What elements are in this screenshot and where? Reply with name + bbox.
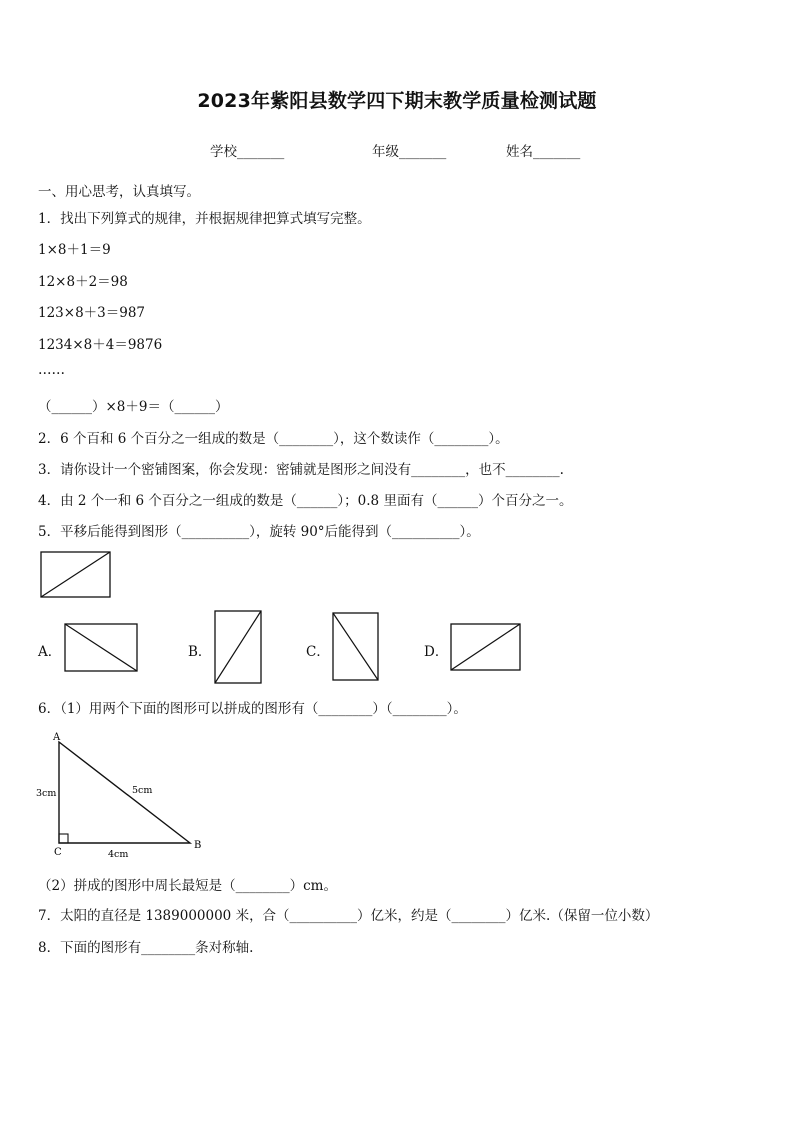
question-4: 4．由 2 个一和 6 个百分之一组成的数是（______）；0.8 里面有（______）个百分之一。 bbox=[38, 493, 573, 509]
side-ab-label: 5cm bbox=[132, 785, 153, 796]
question-5: 5．平移后能得到图形（__________），旋转 90°后能得到（__________）。 bbox=[38, 524, 480, 540]
question-8: 8．下面的图形有________条对称轴. bbox=[38, 940, 254, 956]
vertex-c-label: C bbox=[54, 847, 62, 858]
vertex-b-label: B bbox=[194, 840, 202, 851]
option-d-figure bbox=[450, 623, 522, 672]
question-7: 7．太阳的直径是 1389000000 米，合（__________）亿米，约是（________）亿米.（保留一位小数） bbox=[38, 908, 659, 924]
option-d-label: D． bbox=[424, 644, 449, 660]
right-triangle-figure bbox=[34, 728, 214, 864]
question-1: 1．找出下列算式的规律，并根据规律把算式填写完整。 bbox=[38, 211, 371, 227]
ellipsis: …… bbox=[38, 362, 65, 378]
option-b-label: B． bbox=[188, 644, 212, 660]
vertex-a-label: A bbox=[53, 732, 61, 743]
equation-line: 123×8＋3＝987 bbox=[38, 305, 146, 321]
reference-rectangle-figure bbox=[40, 551, 112, 599]
question-2: 2．6 个百和 6 个百分之一组成的数是（________），这个数读作（________）。 bbox=[38, 431, 509, 447]
equation-line: 12×8＋2＝98 bbox=[38, 274, 128, 290]
school-field: 学校_______ bbox=[210, 144, 285, 160]
question-1-blank: （______）×8＋9＝（______） bbox=[38, 399, 229, 415]
question-3: 3．请你设计一个密铺图案，你会发现：密铺就是图形之间没有________，也不________. bbox=[38, 462, 564, 478]
question-6-part-1: 6．（1）用两个下面的图形可以拼成的图形有（________）（________）。 bbox=[38, 701, 467, 717]
side-cb-label: 4cm bbox=[108, 849, 129, 860]
equation-line: 1×8＋1＝9 bbox=[38, 242, 111, 258]
page-title: 2023年紫阳县数学四下期末教学质量检测试题 bbox=[197, 90, 597, 112]
question-6-part-2: （2）拼成的图形中周长最短是（________）cm。 bbox=[38, 878, 337, 894]
section-heading: 一、用心思考，认真填写。 bbox=[38, 184, 200, 200]
option-b-figure bbox=[214, 610, 263, 685]
equation-line: 1234×8＋4＝9876 bbox=[38, 337, 163, 353]
grade-field: 年级_______ bbox=[372, 144, 447, 160]
option-c-label: C． bbox=[306, 644, 330, 660]
option-a-figure bbox=[64, 623, 139, 673]
option-c-figure bbox=[332, 612, 380, 682]
name-field: 姓名_______ bbox=[506, 144, 581, 160]
option-a-label: A． bbox=[38, 644, 62, 660]
side-ac-label: 3cm bbox=[36, 788, 57, 799]
